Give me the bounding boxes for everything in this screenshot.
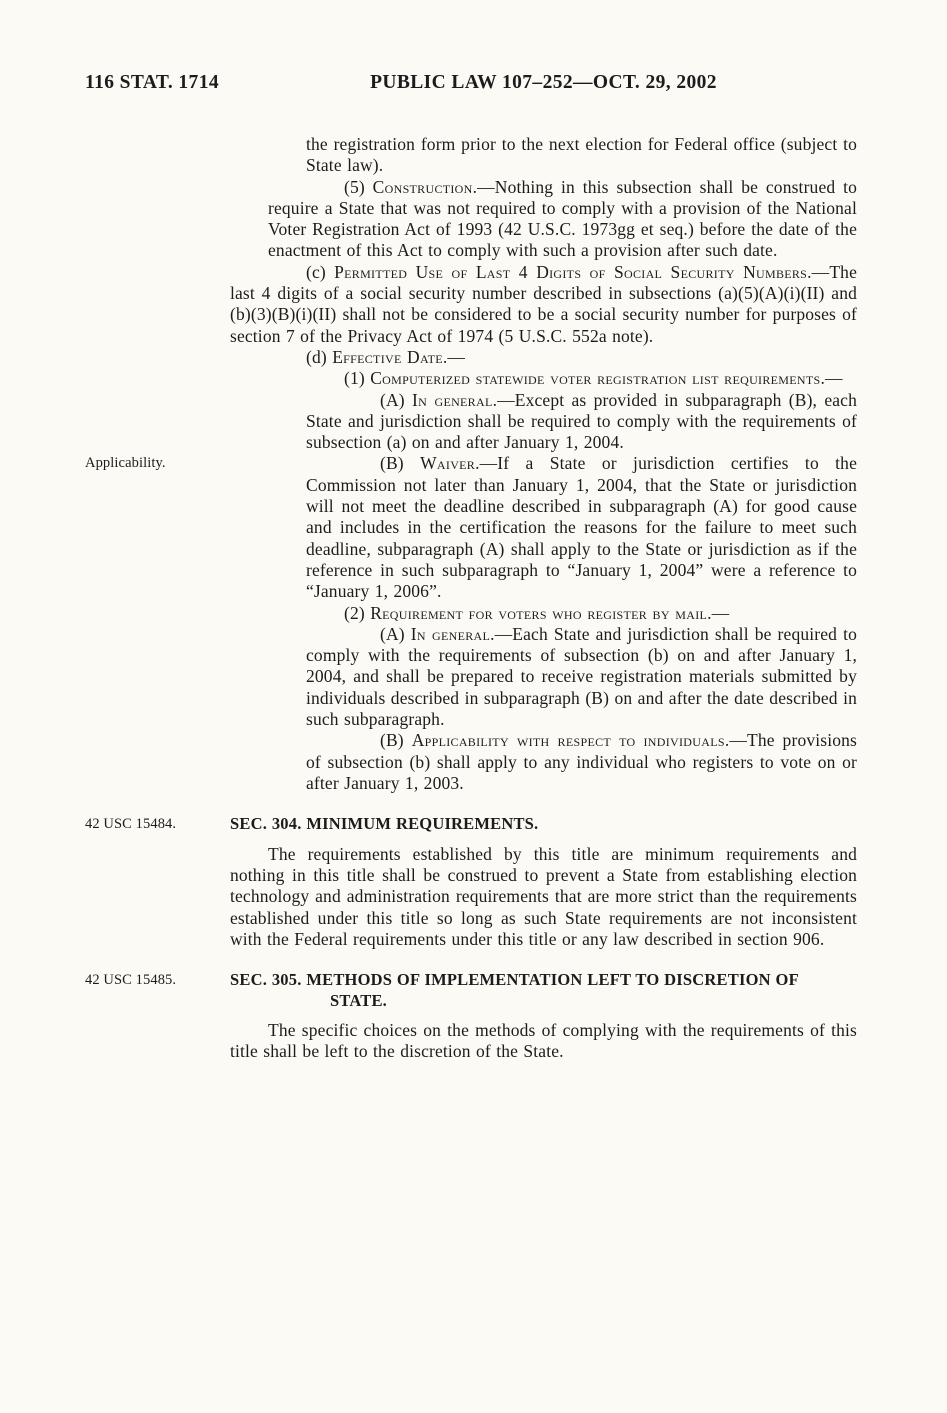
small-caps-label: In general bbox=[412, 389, 493, 410]
paragraph-block bbox=[230, 368, 857, 389]
text-run: .—The provisions of subsection (b) shall apply to any individual who registers to vote on or after January 1, 2003. bbox=[306, 730, 857, 793]
paragraph-block bbox=[230, 177, 857, 262]
section-heading: SEC. 304. MINIMUM REQUIREMENTS. bbox=[230, 814, 539, 834]
small-caps-label: Construction bbox=[372, 176, 473, 197]
small-caps-label: Applicability with respect to individuals bbox=[411, 730, 725, 751]
small-caps-label: Permitted Use of Last 4 Digits of Social Security Numbers bbox=[334, 261, 808, 282]
text-run: the registration form prior to the next election for Federal office (subject to State law). bbox=[306, 134, 857, 176]
text-run: .— bbox=[442, 346, 466, 367]
text-run: .—If a State or jurisdiction certifies to the Commission not later than January 1, 2004, that the State or jurisdiction will not meet the deadline described in subparagraph (A) for good cause and includes in the certification the reasons for the failure to meet such deadline, subparagraph (A) shall apply to the State or jurisdiction as if the reference in such subparagraph to “January 1, 2004” were a reference to “January 1, 2006”. bbox=[306, 453, 857, 602]
small-caps-label: Effective Date bbox=[332, 346, 443, 367]
statute-paragraph bbox=[306, 134, 857, 177]
text-run: (c) bbox=[306, 261, 335, 282]
paragraph-block bbox=[230, 262, 857, 347]
text-run: .—Nothing in this subsection shall be construed to require a State that was not required to comply with a provision of the National Voter Registration Act of 1993 (42 U.S.C. 1973gg et seq.) before the date of the enactment of this Act to comply with such a provision after such date. bbox=[268, 176, 857, 261]
statute-paragraph bbox=[268, 177, 857, 262]
page-header bbox=[0, 72, 947, 98]
paragraph-block bbox=[85, 453, 857, 602]
statute-paragraph bbox=[268, 603, 857, 624]
statute-paragraph bbox=[306, 624, 857, 730]
text-run: (B) bbox=[380, 730, 412, 751]
statute-paragraph bbox=[230, 347, 857, 368]
statute-paragraph bbox=[306, 390, 857, 454]
section-block bbox=[85, 970, 857, 1011]
small-caps-label: Requirement for voters who register by mail bbox=[370, 602, 708, 623]
text-run: .— bbox=[707, 602, 730, 623]
text-run: (2) bbox=[344, 602, 371, 623]
text-run: (A) bbox=[380, 389, 412, 410]
text-run: .—Each State and jurisdiction shall be required to comply with the requirements of subsection (b) on and after January 1, 2004, and shall be prepared to receive registration materials submitted by individuals described in subparagraph (B) on and after the date described in such subparagraph. bbox=[306, 623, 857, 730]
section-block bbox=[85, 814, 857, 835]
text-run: .—Except as provided in subparagraph (B), each State and jurisdiction shall be required to comply with the requirements of subsection (a) on and after January 1, 2004. bbox=[306, 389, 857, 453]
statute-paragraph bbox=[230, 262, 857, 347]
text-run: (1) bbox=[344, 368, 371, 389]
text-run: .— bbox=[820, 368, 843, 389]
text-run: (d) bbox=[306, 346, 333, 367]
paragraph-block bbox=[230, 730, 857, 794]
small-caps-label: Waiver bbox=[420, 453, 476, 474]
section-heading: SEC. 305. METHODS OF IMPLEMENTATION LEFT TO DISCRETION OF STATE. bbox=[230, 970, 799, 1010]
stat-page-number: 116 STAT. 1714 bbox=[85, 72, 219, 93]
paragraph-block bbox=[230, 624, 857, 730]
text-run: .—The last 4 digits of a social security number described in subsections (a)(5)(A)(i)(II) and (b)(3)(B)(i)(II) shall not be considered to be a social security number for purposes of section 7 of the Privacy Act of 1974 (5 U.S.C. 552a note). bbox=[230, 261, 857, 346]
statute-paragraph bbox=[230, 844, 857, 950]
paragraph-block bbox=[230, 603, 857, 624]
paragraph-block bbox=[230, 1020, 857, 1063]
text-run: (5) bbox=[344, 176, 373, 197]
statute-paragraph bbox=[306, 730, 857, 794]
small-caps-label: In general bbox=[410, 623, 491, 644]
text-run: (A) bbox=[380, 623, 411, 644]
margin-note: 42 USC 15484. bbox=[85, 816, 177, 833]
margin-note: Applicability. bbox=[85, 455, 166, 472]
paragraph-block bbox=[230, 844, 857, 950]
paragraph-block bbox=[230, 390, 857, 454]
text-run: The requirements established by this title are minimum requirements and nothing in this title shall be construed to prevent a State from establishing election technology and administration requirements that are more strict than the requirements established under this title so long as such State requirements are not inconsistent with the Federal requirements under this title or any law described in section 906. bbox=[230, 843, 857, 949]
text-run: (B) bbox=[380, 453, 421, 474]
paragraph-block bbox=[230, 347, 857, 368]
small-caps-label: Computerized statewide voter registration list requirements bbox=[370, 368, 821, 389]
margin-note: 42 USC 15485. bbox=[85, 972, 177, 989]
statute-paragraph bbox=[268, 368, 857, 389]
statute-content bbox=[85, 134, 857, 1063]
statute-paragraph bbox=[230, 1020, 857, 1063]
paragraph-block bbox=[230, 134, 857, 177]
law-header-title: PUBLIC LAW 107–252—OCT. 29, 2002 bbox=[370, 72, 717, 93]
statute-paragraph bbox=[306, 453, 857, 602]
text-run: The specific choices on the methods of complying with the requirements of this title shall be left to the discretion of the State. bbox=[230, 1020, 857, 1062]
